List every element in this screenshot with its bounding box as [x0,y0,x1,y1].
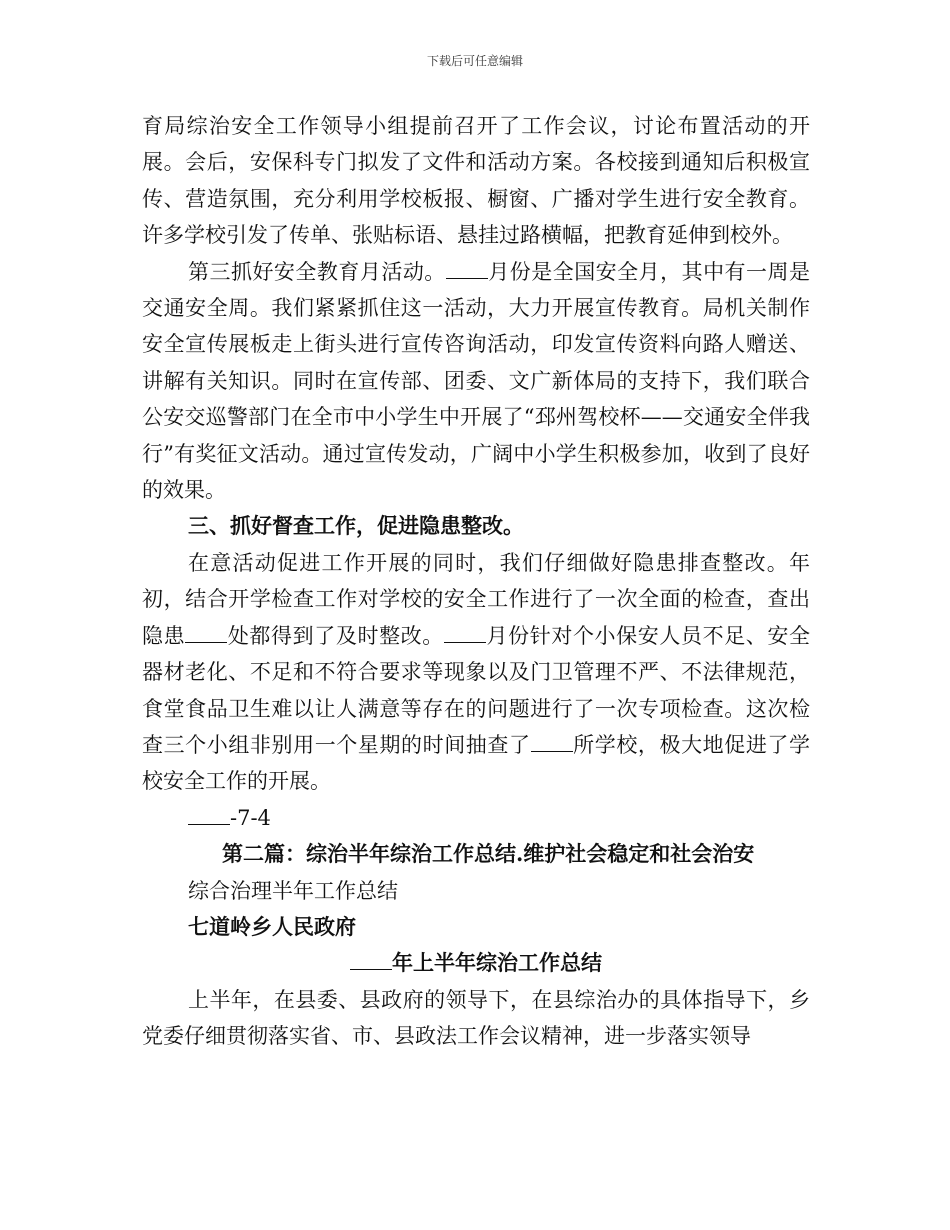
blank-underline [444,624,486,643]
section-title: 第二篇：综治半年综治工作总结.维护社会稳定和社会治安 [222,841,755,867]
subtitle: 综合治理半年工作总结 [188,878,398,903]
report-title-text: 年上半年综治工作总结 [392,950,602,976]
page-header: 下载后可任意编辑 [426,54,523,68]
date-text: -7-4 [230,805,271,830]
organization-name: 七道岭乡人民政府 [188,913,356,939]
blank-underline [185,624,227,643]
paragraph-3-part-b: 处都得到了及时整改。 [227,623,444,648]
paragraph-2 [142,254,810,509]
paragraph-3-part-a: 在意活动促进工作开展的同时，我们仔细做好隐患排查整改。年初，结合开学检查工作对学校的安全工作进行了一次全面的检查，查出隐患 [142,550,810,648]
blank-underline [188,806,230,825]
date-line [142,800,810,836]
paragraph-3-part-c: 月份针对个小保安人员不足、安全器材老化、不足和不符合要求等现象以及门卫管理不严、不法律规范，食堂食品卫生难以让人满意等存在的问题进行了一次专项检查。这次检查三个小组非别用一个星期的时间抽查了 [142,623,811,757]
paragraph-2-lead: 第三抓好安全教育月活动。 [188,259,446,284]
paragraph-4: 上半年，在县委、县政府的领导下，在县综治办的具体指导下，乡党委仔细贯彻落实省、市、县政法工作会议精神，进一步落实领导 [142,987,810,1049]
document-body [142,108,810,1055]
paragraph-2-body: 月份是全国安全月，其中有一周是交通安全周。我们紧紧抓住这一活动，大力开展宣传教育。局机关制作安全宣传展板走上街头进行宣传咨询活动，印发宣传资料向路人赠送、讲解有关知识。同时在宣传部、团委、文广新体局的支持下，我们联合公安交巡警部门在全市中小学生中开展了“邳州驾校杯——交通安全伴我行”有奖征文活动。通过宣传发动，广阔中小学生积极参加，收到了良好的效果。 [142,259,811,503]
blank-underline [350,951,392,970]
blank-underline [531,733,573,752]
section-heading-3: 三、抓好督查工作，促进隐患整改。 [188,513,524,539]
report-title [142,945,810,981]
blank-underline [446,260,488,279]
paragraph-3 [142,545,810,800]
paragraph-3-part-d: 所学校，极大地促进了学校安全工作的开展。 [142,732,811,794]
paragraph-1: 育局综治安全工作领导小组提前召开了工作会议，讨论布置活动的开展。会后，安保科专门拟发了文件和活动方案。各校接到通知后积极宣传、营造氛围，充分利用学校板报、橱窗、广播对学生进行安全教育。许多学校引发了传单、张贴标语、悬挂过路横幅，把教育延伸到校外。 [142,114,810,248]
